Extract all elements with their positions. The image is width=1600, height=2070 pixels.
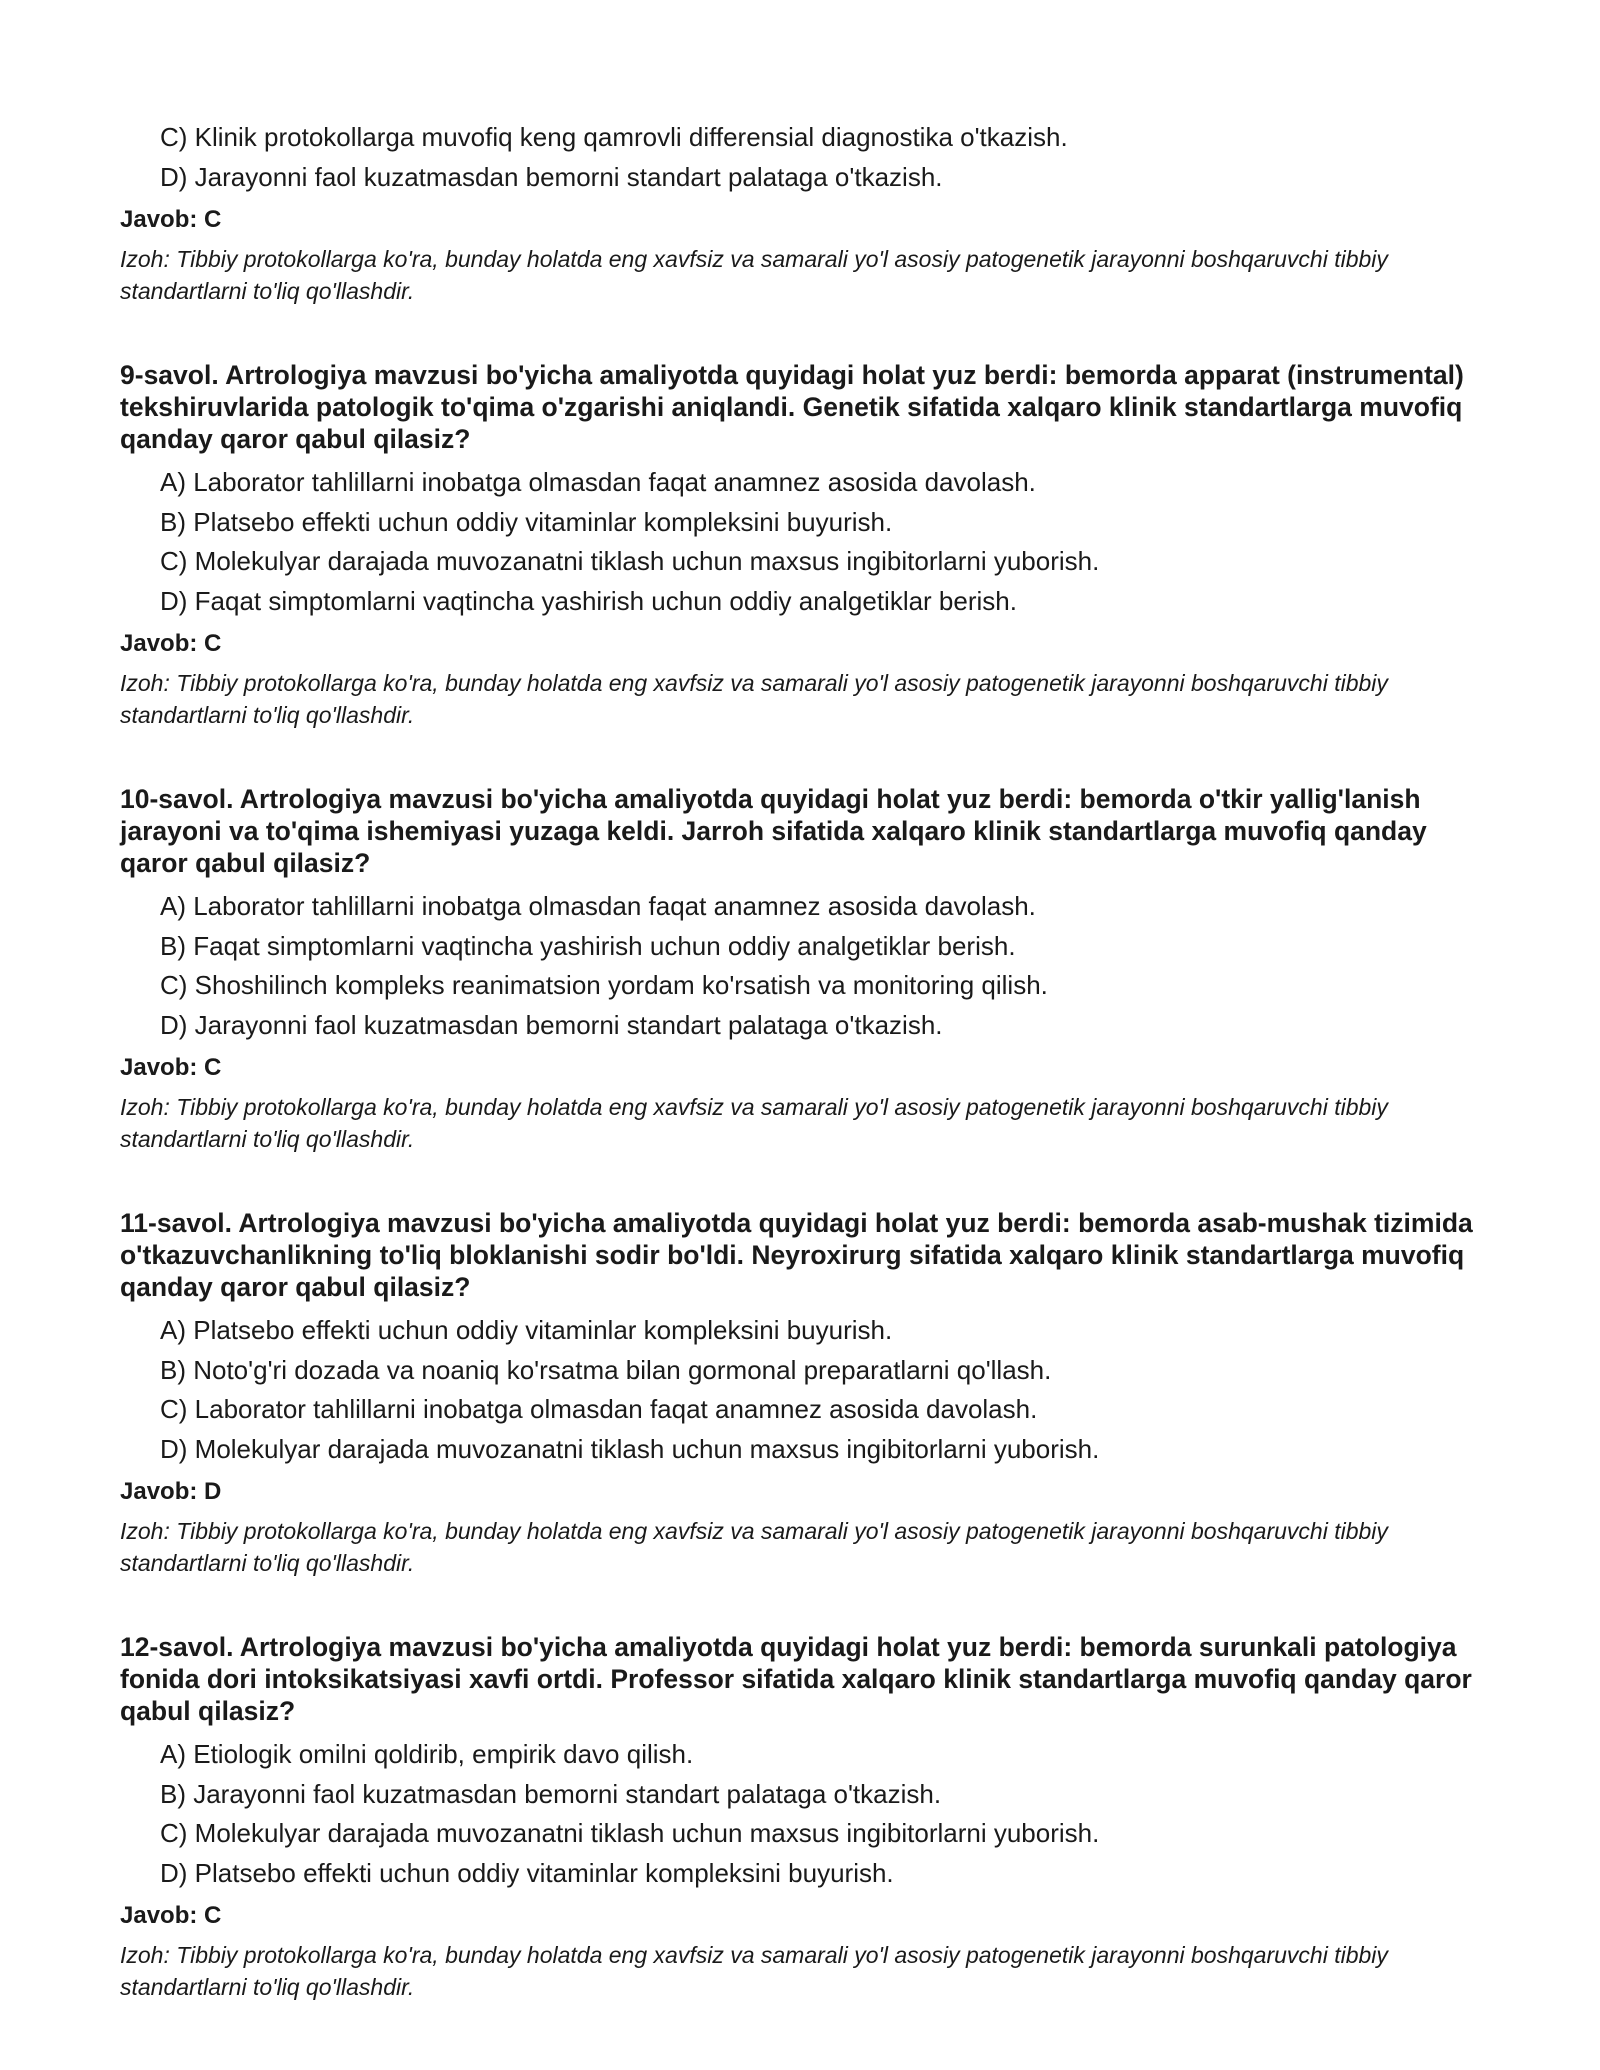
explanation-text: Izoh: Tibbiy protokollarga ko'ra, bunday holatda eng xavfsiz va samarali yo'l asosiy patogenetik jarayonni boshqaruvchi tibbiy standartlarni to'liq qo'llashdir.	[120, 1518, 1388, 1576]
option-a: A) Laborator tahlillarni inobatga olmasdan faqat anamnez asosida davolash.	[160, 891, 1036, 921]
option-c: C) Laborator tahlillarni inobatga olmasdan faqat anamnez asosida davolash.	[160, 1394, 1038, 1424]
options-list	[120, 1735, 1500, 1893]
explanation-text: Izoh: Tibbiy protokollarga ko'ra, bunday holatda eng xavfsiz va samarali yo'l asosiy patogenetik jarayonni boshqaruvchi tibbiy standartlarni to'liq qo'llashdir.	[120, 670, 1388, 728]
question-text: 9-savol. Artrologiya mavzusi bo'yicha amaliyotda quyidagi holat yuz berdi: bemorda apparat (instrumental) tekshiruvlarida patologik to'qima o'zgarishi aniqlandi. Genetik sifatida xalqaro klinik standartlarga muvofiq qanday qaror qabul qilasiz?	[120, 360, 1464, 454]
answer-label: Javob: C	[120, 630, 222, 657]
option-d: D) Faqat simptomlarni vaqtincha yashirish uchun oddiy analgetiklar berish.	[160, 585, 1017, 616]
document-page	[120, 118, 1500, 2003]
answer-label: Javob: C	[120, 1054, 222, 1081]
option-c: C) Shoshilinch kompleks reanimatsion yordam ko'rsatish va monitoring qilish.	[160, 970, 1048, 1000]
option-b: B) Faqat simptomlarni vaqtincha yashirish uchun oddiy analgetiklar berish.	[160, 930, 1016, 961]
option-c: C) Molekulyar darajada muvozanatni tiklash uchun maxsus ingibitorlarni yuborish.	[160, 1818, 1100, 1848]
options-list	[120, 887, 1500, 1045]
answer-label: Javob: D	[120, 1478, 222, 1505]
option-b: B) Noto'g'ri dozada va noaniq ko'rsatma bilan gormonal preparatlarni qo'llash.	[160, 1354, 1052, 1385]
option-c: C) Molekulyar darajada muvozanatni tiklash uchun maxsus ingibitorlarni yuborish.	[160, 546, 1100, 576]
explanation-text: Izoh: Tibbiy protokollarga ko'ra, bunday holatda eng xavfsiz va samarali yo'l asosiy patogenetik jarayonni boshqaruvchi tibbiy standartlarni to'liq qo'llashdir.	[120, 1942, 1388, 2000]
question-text: 10-savol. Artrologiya mavzusi bo'yicha amaliyotda quyidagi holat yuz berdi: bemorda o'tkir yallig'lanish jarayoni va to'qima ishemiyasi yuzaga keldi. Jarroh sifatida xalqaro klinik standartlarga muvofiq qanday qaror qabul qilasiz?	[120, 784, 1427, 878]
options-list	[120, 1311, 1500, 1469]
answer-label: Javob: C	[120, 206, 222, 233]
options-list	[120, 463, 1500, 621]
question-8-continuation	[120, 118, 1500, 307]
option-d: D) Jarayonni faol kuzatmasdan bemorni standart palataga o'tkazish.	[160, 1009, 943, 1040]
question-9	[120, 359, 1500, 731]
option-c: C) Klinik protokollarga muvofiq keng qamrovli differensial diagnostika o'tkazish.	[160, 122, 1068, 152]
option-d: D) Platsebo effekti uchun oddiy vitaminlar kompleksini buyurish.	[160, 1857, 894, 1888]
option-a: A) Laborator tahlillarni inobatga olmasdan faqat anamnez asosida davolash.	[160, 467, 1036, 497]
explanation-text: Izoh: Tibbiy protokollarga ko'ra, bunday holatda eng xavfsiz va samarali yo'l asosiy patogenetik jarayonni boshqaruvchi tibbiy standartlarni to'liq qo'llashdir.	[120, 246, 1388, 304]
question-12	[120, 1631, 1500, 2003]
question-11	[120, 1207, 1500, 1579]
option-b: B) Platsebo effekti uchun oddiy vitaminlar kompleksini buyurish.	[160, 506, 893, 537]
question-text: 11-savol. Artrologiya mavzusi bo'yicha amaliyotda quyidagi holat yuz berdi: bemorda asab-mushak tizimida o'tkazuvchanlikning to'liq bloklanishi sodir bo'ldi. Neyroxirurg sifatida xalqaro klinik standartlarga muvofiq qanday qaror qabul qilasiz?	[120, 1208, 1473, 1302]
question-text: 12-savol. Artrologiya mavzusi bo'yicha amaliyotda quyidagi holat yuz berdi: bemorda surunkali patologiya fonida dori intoksikatsiyasi xavfi ortdi. Professor sifatida xalqaro klinik standartlarga muvofiq qanday qaror qabul qilasiz?	[120, 1632, 1472, 1726]
options-list	[120, 118, 1500, 197]
option-d: D) Molekulyar darajada muvozanatni tiklash uchun maxsus ingibitorlarni yuborish.	[160, 1433, 1100, 1464]
option-a: A) Platsebo effekti uchun oddiy vitaminlar kompleksini buyurish.	[160, 1315, 893, 1345]
question-10	[120, 783, 1500, 1155]
explanation-text: Izoh: Tibbiy protokollarga ko'ra, bunday holatda eng xavfsiz va samarali yo'l asosiy patogenetik jarayonni boshqaruvchi tibbiy standartlarni to'liq qo'llashdir.	[120, 1094, 1388, 1152]
option-b: B) Jarayonni faol kuzatmasdan bemorni standart palataga o'tkazish.	[160, 1778, 942, 1809]
option-d: D) Jarayonni faol kuzatmasdan bemorni standart palataga o'tkazish.	[160, 161, 943, 192]
option-a: A) Etiologik omilni qoldirib, empirik davo qilish.	[160, 1739, 694, 1769]
answer-label: Javob: C	[120, 1902, 222, 1929]
